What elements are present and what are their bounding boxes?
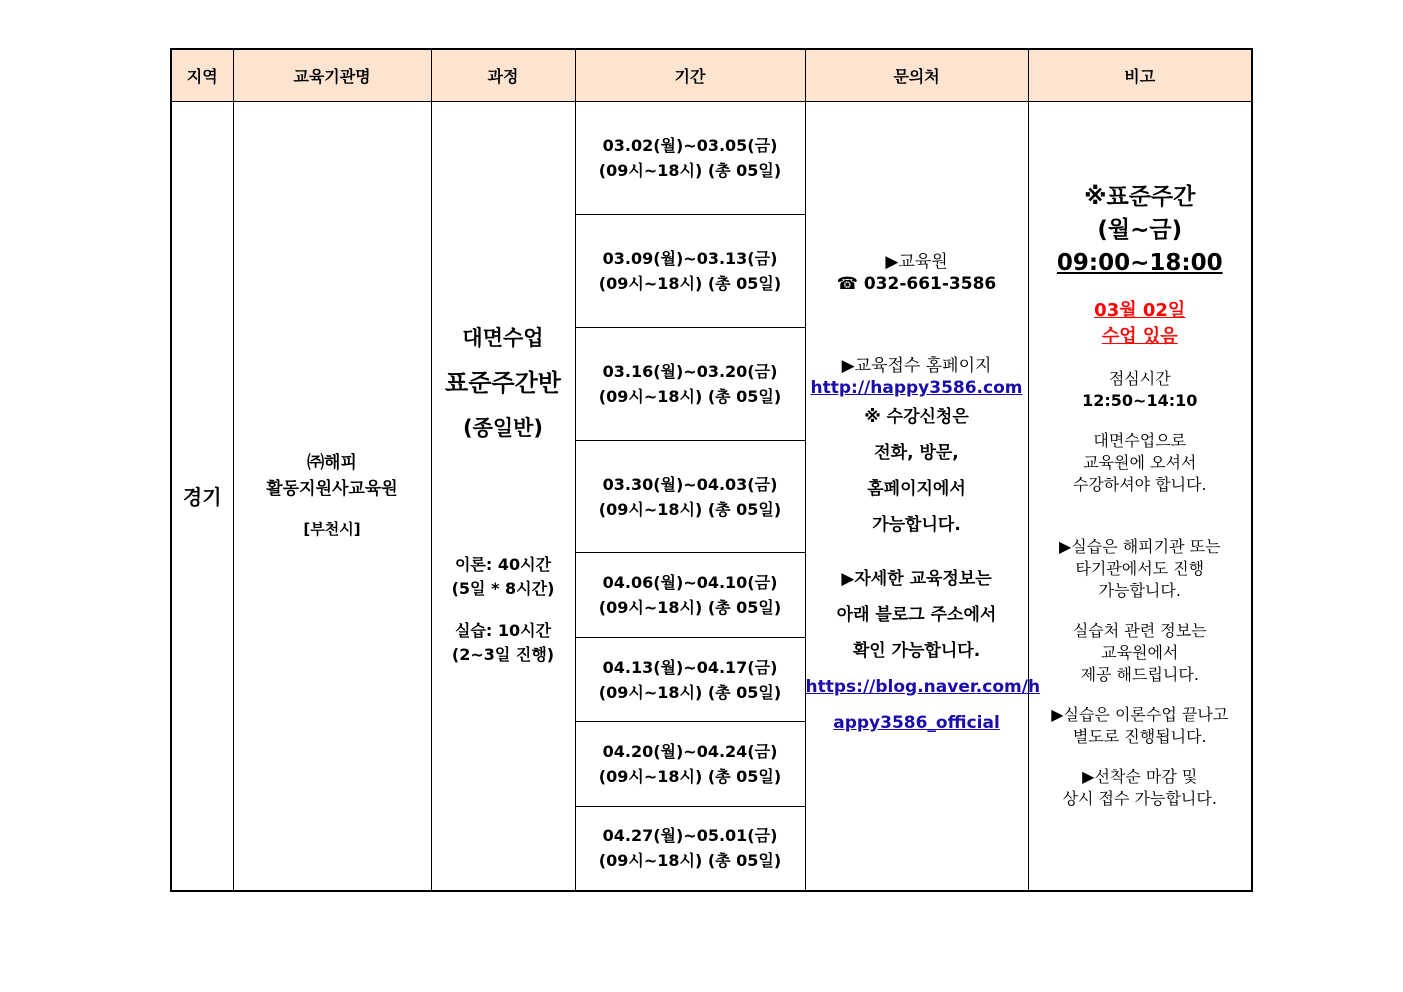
period-hours: (09시~18시) (총 05일) <box>598 274 782 293</box>
contact-apply-3: 홈페이지에서 <box>867 478 966 499</box>
course-practice-detail: (2~3일 진행) <box>451 645 555 665</box>
period-cell <box>575 807 805 891</box>
header-institution: 교육기관명 <box>233 49 431 102</box>
period-cell <box>575 722 805 807</box>
period-dates: 04.06(월)~04.10(금) <box>602 573 778 592</box>
period-cell <box>575 441 805 553</box>
institution-city: [부천시] <box>303 519 361 538</box>
note-face-3: 수강하셔야 합니다. <box>1072 475 1207 495</box>
note-practice-2: 타기관에서도 진행 <box>1075 559 1205 579</box>
period-dates: 03.09(월)~03.13(금) <box>602 249 778 268</box>
contact-label-institute: ▶교육원 <box>885 251 948 272</box>
schedule-table <box>170 48 1253 892</box>
blog-link-part1[interactable]: https://blog.naver.com/h <box>805 676 1041 697</box>
note-lunch-time: 12:50~14:10 <box>1082 391 1198 411</box>
note-standard-1: ※표준주간 <box>1084 184 1196 211</box>
note-practice-3: 가능합니다. <box>1098 581 1181 601</box>
note-standard-2: (월~금) <box>1097 217 1183 244</box>
period-cell <box>575 638 805 722</box>
contact-apply-4: 가능합니다. <box>872 514 961 535</box>
course-cell <box>431 102 575 891</box>
period-cell <box>575 328 805 441</box>
period-hours: (09시~18시) (총 05일) <box>598 598 782 617</box>
note-separate-2: 별도로 진행됩니다. <box>1072 727 1207 747</box>
header-period: 기간 <box>575 49 805 102</box>
period-cell <box>575 102 805 215</box>
contact-apply-2: 전화, 방문, <box>874 442 959 463</box>
contact-label-homepage: ▶교육접수 홈페이지 <box>841 355 992 376</box>
institution-line1: ㈜해피 <box>307 452 357 473</box>
period-dates: 03.02(월)~03.05(금) <box>602 136 778 155</box>
note-red-2: 수업 있음 <box>1101 326 1178 348</box>
header-row <box>171 49 1252 102</box>
period-dates: 04.27(월)~05.01(금) <box>602 826 778 846</box>
period-hours: (09시~18시) (총 05일) <box>598 499 782 519</box>
note-cell <box>1028 102 1252 891</box>
contact-info-2: 아래 블로그 주소에서 <box>836 604 997 625</box>
period-cell <box>575 553 805 638</box>
period-dates: 03.16(월)~03.20(금) <box>602 362 778 381</box>
header-note: 비고 <box>1028 49 1252 102</box>
header-region: 지역 <box>171 49 233 102</box>
institution-line2: 활동지원사교육원 <box>266 478 398 499</box>
note-standard-time: 09:00~18:00 <box>1056 250 1223 277</box>
note-lunch-label: 점심시간 <box>1108 369 1171 389</box>
note-first-come-2: 상시 접수 가능합니다. <box>1062 789 1217 809</box>
homepage-link[interactable]: http://happy3586.com <box>810 377 1023 398</box>
period-dates: 04.13(월)~04.17(금) <box>602 657 778 677</box>
note-practice-info-2: 교육원에서 <box>1101 643 1179 663</box>
note-face-2: 교육원에 오셔서 <box>1083 453 1197 473</box>
period-dates: 03.30(월)~04.03(금) <box>602 474 778 494</box>
course-theory-detail: (5일 * 8시간) <box>451 579 555 599</box>
course-practice: 실습: 10시간 <box>454 621 552 641</box>
course-title <box>432 324 575 443</box>
course-theory: 이론: 40시간 <box>454 555 552 575</box>
course-hours <box>432 553 575 667</box>
note-separate-1: ▶실습은 이론수업 끝나고 <box>1051 705 1229 725</box>
header-course: 과정 <box>431 49 575 102</box>
period-dates: 04.20(월)~04.24(금) <box>602 742 778 761</box>
header-contact: 문의처 <box>805 49 1028 102</box>
contact-apply-1: ※ 수강신청은 <box>864 406 969 427</box>
contact-info-1: ▶자세한 교육정보는 <box>841 568 992 589</box>
note-face-1: 대면수업으로 <box>1093 431 1187 451</box>
contact-info-3: 확인 가능합니다. <box>852 640 981 661</box>
period-hours: (09시~18시) (총 05일) <box>598 387 782 406</box>
period-hours: (09시~18시) (총 05일) <box>598 682 782 702</box>
institution-cell <box>233 102 431 891</box>
note-practice-1: ▶실습은 해피기관 또는 <box>1058 537 1221 557</box>
period-hours: (09시~18시) (총 05일) <box>598 161 782 180</box>
note-practice-info-1: 실습처 관련 정보는 <box>1072 621 1207 641</box>
contact-cell <box>805 102 1041 891</box>
period-cell <box>575 215 805 328</box>
period-hours: (09시~18시) (총 05일) <box>598 851 782 871</box>
note-practice-info-3: 제공 해드립니다. <box>1080 665 1199 685</box>
contact-phone: ☎ 032-661-3586 <box>836 273 997 294</box>
region-cell: 경기 <box>171 102 233 891</box>
note-red-1: 03월 02일 <box>1094 300 1186 322</box>
blog-link-part2[interactable]: appy3586_official <box>833 712 1000 733</box>
period-hours: (09시~18시) (총 05일) <box>598 767 782 786</box>
course-line1: 대면수업 <box>462 326 544 351</box>
course-line2: 표준주간반 <box>445 369 561 398</box>
course-line3: (종일반) <box>462 416 544 441</box>
note-first-come-1: ▶선착순 마감 및 <box>1082 767 1198 787</box>
